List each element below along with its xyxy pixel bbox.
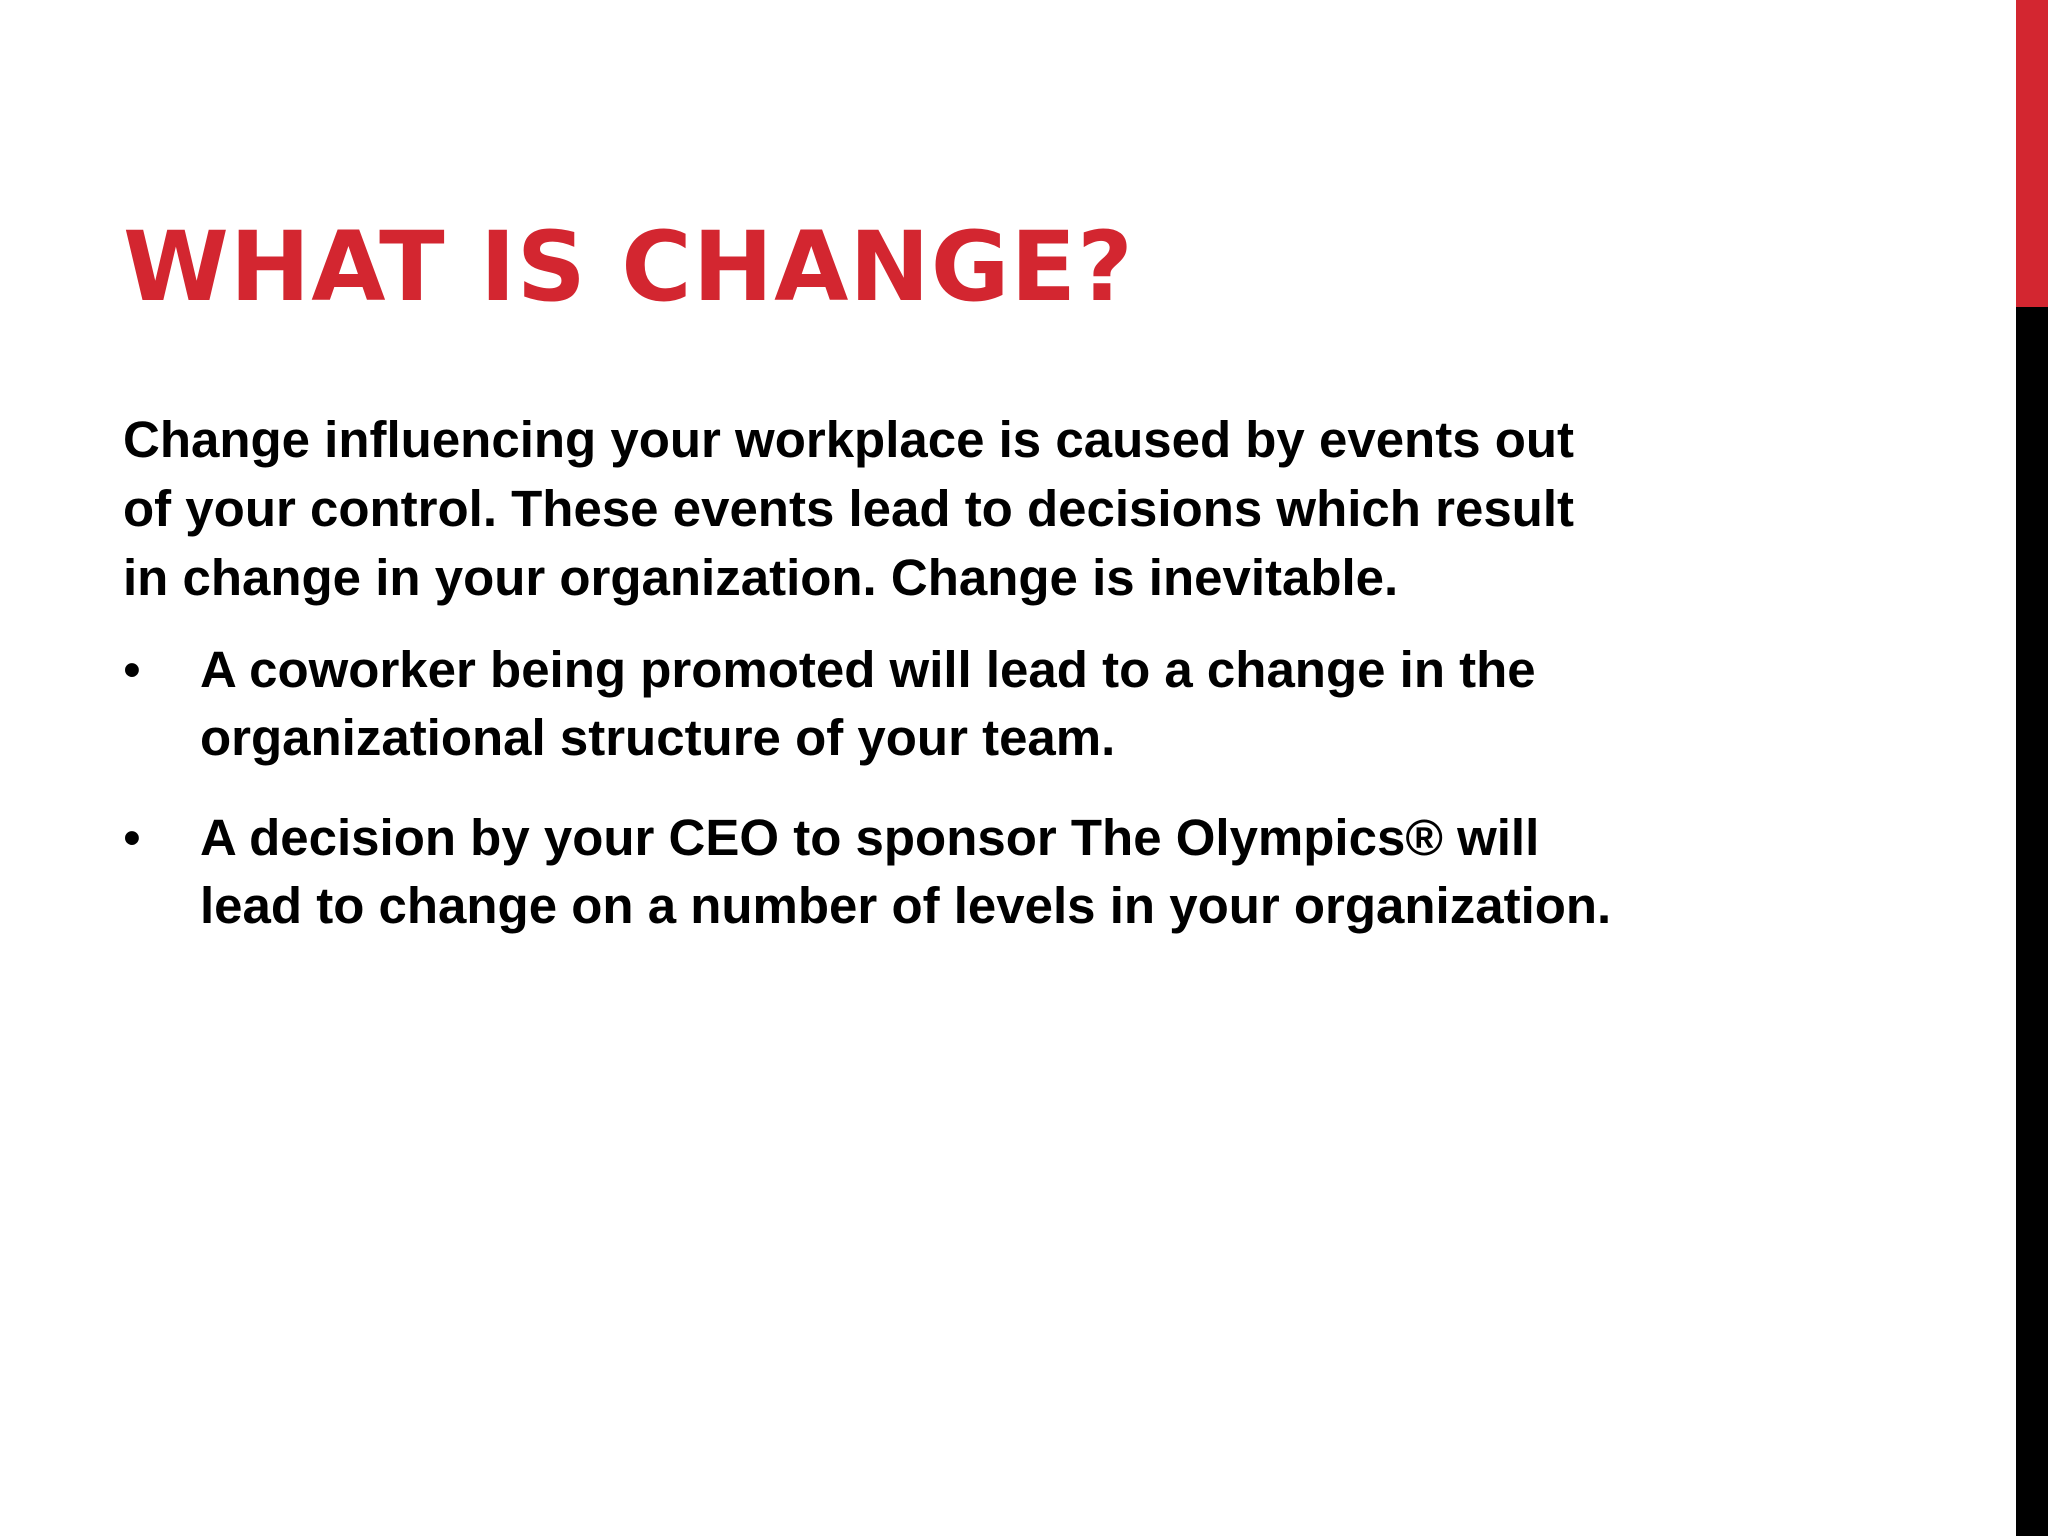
accent-bar-red xyxy=(2016,0,2048,307)
intro-paragraph xyxy=(123,405,1823,612)
slide-body xyxy=(123,405,1823,972)
intro-line: Change influencing your workplace is caused by events out xyxy=(123,411,1575,468)
bullet-item xyxy=(123,636,1823,772)
intro-line: in change in your organization. Change is inevitable. xyxy=(123,549,1399,606)
bullet-line: A coworker being promoted will lead to a change in the xyxy=(200,641,1536,698)
bullet-list xyxy=(123,636,1823,940)
bullet-item xyxy=(123,804,1823,940)
bullet-icon: • xyxy=(123,809,141,866)
bullet-icon: • xyxy=(123,641,141,698)
bullet-line: organizational structure of your team. xyxy=(200,709,1116,766)
bullet-line: A decision by your CEO to sponsor The Olympics® will xyxy=(200,809,1540,866)
slide-title: WHAT IS CHANGE? xyxy=(123,211,1134,323)
bullet-line: lead to change on a number of levels in your organization. xyxy=(200,877,1612,934)
accent-bar-black xyxy=(2016,307,2048,1536)
intro-line: of your control. These events lead to decisions which result xyxy=(123,480,1574,537)
